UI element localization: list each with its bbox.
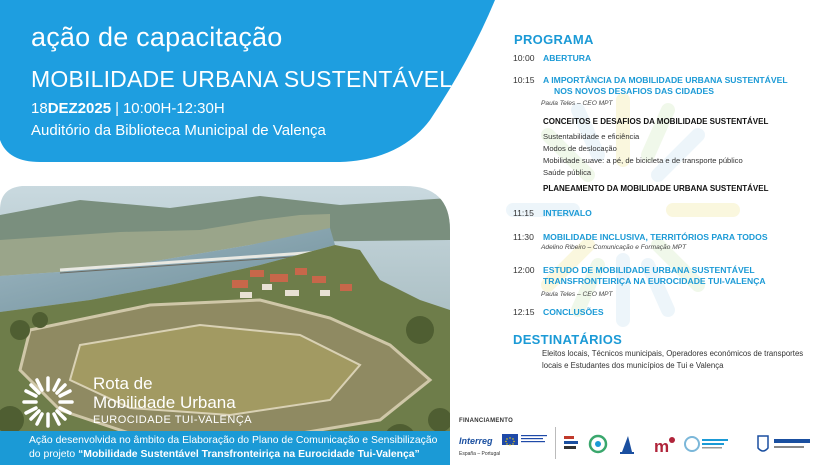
program-speaker: Paula Teles – CEO MPT [541, 100, 613, 107]
eurocidade-logo-icon [564, 436, 578, 449]
eu-cofunded-mark [521, 433, 551, 447]
subsection-heading: PLANEAMENTO DA MOBILIDADE URBANA SUSTENTÁVEL [543, 184, 769, 193]
program-label: ABERTURA [543, 53, 592, 63]
event-title: MOBILIDADE URBANA SUSTENTÁVEL [31, 66, 453, 92]
program-label: MOBILIDADE INCLUSIVA, TERRITÓRIOS PARA TODOS [543, 232, 768, 242]
program-heading: PROGRAMA [514, 32, 594, 47]
brand-line-2: Mobilidade Urbana [93, 393, 236, 412]
rosette-icon [20, 374, 76, 430]
program-time: 10:00 [513, 53, 535, 63]
program-label: A IMPORTÂNCIA DA MOBILIDADE URBANA SUSTENTÁVEL NOS NOVOS DESAFIOS DAS CIDADES [543, 75, 788, 96]
subsection-heading: CONCEITOS E DESAFIOS DA MOBILIDADE SUSTENTÁVEL [543, 117, 769, 126]
footnote-prefix: do projeto [29, 449, 79, 460]
subsection-item: Sustentabilidade e eficiência [543, 132, 640, 141]
interreg-subtitle: España – Portugal [459, 451, 501, 457]
event-time: 10:00H-12:30H [122, 100, 225, 117]
program-time: 10:15 [513, 75, 535, 85]
program-speaker: Paula Teles – CEO MPT [541, 291, 613, 298]
program-time: 11:15 [513, 208, 534, 218]
event-venue: Auditório da Biblioteca Municipal de Valença [31, 122, 326, 139]
date-month-year: DEZ2025 [47, 100, 112, 117]
brand-line-3: EUROCIDADE TUI-VALENÇA [93, 414, 253, 426]
program-label: CONCLUSÕES [543, 307, 604, 317]
subsection-item: Modos de deslocação [543, 144, 617, 153]
funding-heading: FINANCIAMENTO [459, 418, 514, 424]
project-name: “Mobilidade Sustentável Transfronteiriça na Eurocidade Tui-Valença” [78, 449, 420, 460]
audience-heading: DESTINATÁRIOS [513, 332, 623, 347]
event-type: ação de capacitação [31, 22, 283, 52]
interreg-logo: Interreg [459, 436, 493, 446]
rota-mobilidade-logo [20, 374, 260, 430]
mpt-logo-icon [654, 437, 675, 456]
program-time: 11:30 [513, 232, 534, 242]
footnote [0, 431, 450, 465]
program-time: 12:15 [513, 307, 535, 317]
date-separator: | [115, 100, 119, 117]
header-banner [0, 0, 500, 182]
footnote-line-2 [29, 448, 450, 462]
event-date [31, 100, 225, 117]
subsection-item: Saúde pública [543, 168, 592, 177]
divider [555, 427, 556, 459]
brand-line-1: Rota de [93, 374, 153, 393]
footnote-line-1: Ação desenvolvida no âmbito da Elaboração do Plano de Comunicação e Sensibilização [29, 435, 438, 446]
subsection-item: Mobilidade suave: a pé, de bicicleta e de transporte público [543, 156, 743, 165]
partner-logos [562, 430, 822, 460]
svg-text:m: m [654, 437, 670, 456]
portuguese-agency-logo-icon [620, 436, 634, 454]
program-label: INTERVALO [543, 208, 592, 218]
rota-mobilidade-small-logo-icon [685, 437, 728, 451]
eu-flag-icon [502, 434, 518, 445]
valenca-logo-icon [758, 436, 810, 451]
audience-text: Eleitos locais, Técnicos municipais, Operadores económicos de transportes locais e Estudantes dos municípios de Tui e Valença [542, 349, 804, 370]
program-speaker: Adelino Ribeiro – Comunicação e Formação MPT [541, 244, 687, 251]
date-day: 18 [31, 100, 48, 117]
program-time: 12:00 [513, 265, 535, 275]
program-label: ESTUDO DE MOBILIDADE URBANA SUSTENTÁVEL TRANSFRONTEIRIÇA NA EUROCIDADE TUI-VALENÇA [543, 265, 766, 286]
municipal-seal-icon [590, 436, 606, 452]
